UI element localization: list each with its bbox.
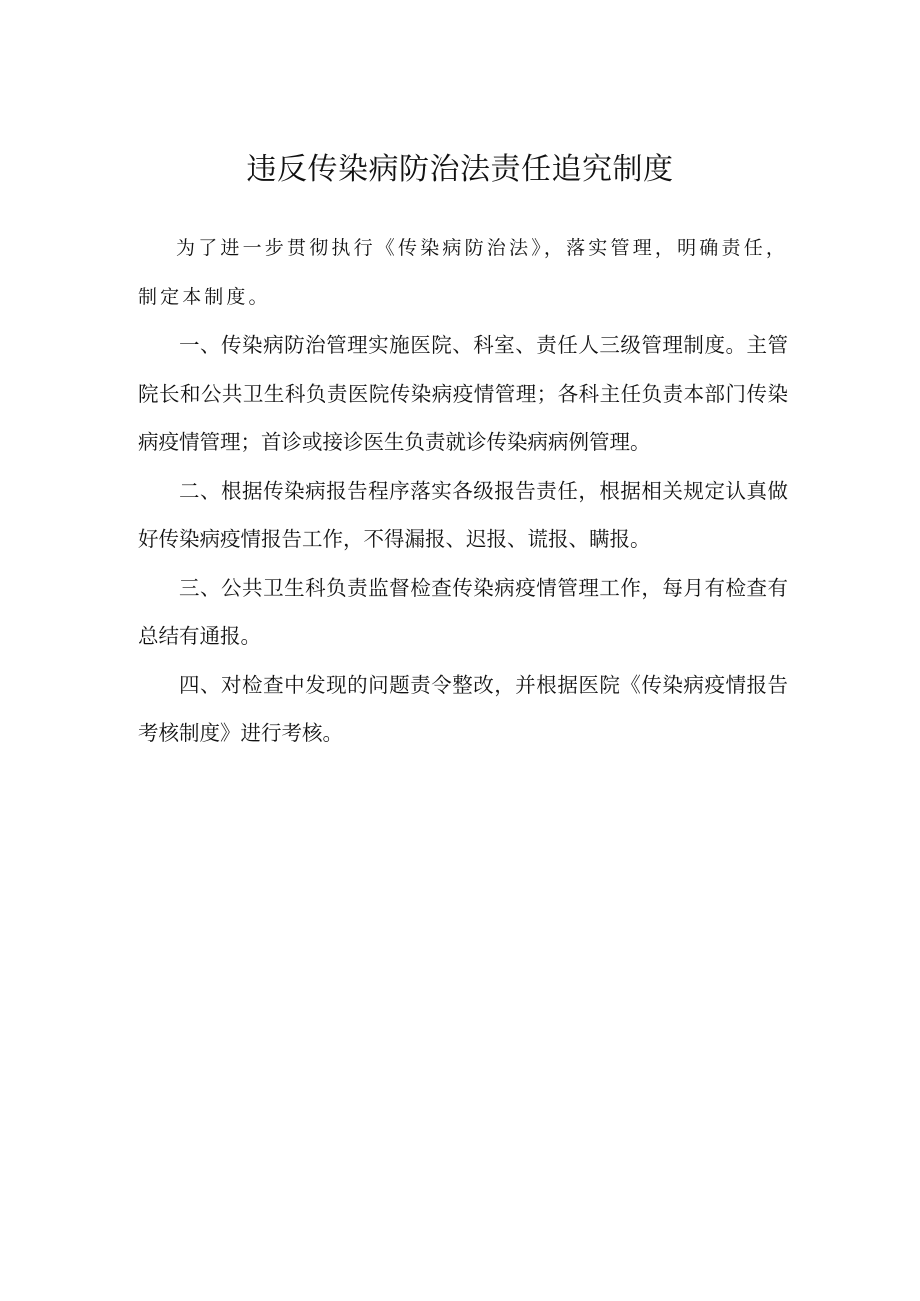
clause-2-paragraph: 二、根据传染病报告程序落实各级报告责任，根据相关规定认真做好传染病疫情报告工作，不得漏报、迟报、谎报、瞒报。 [138,478,788,551]
clause-3-paragraph: 三、公共卫生科负责监督检查传染病疫情管理工作，每月有检查有总结有通报。 [138,575,788,648]
clause-1-paragraph: 一、传染病防治管理实施医院、科室、责任人三级管理制度。主管院长和公共卫生科负责医院传染病疫情管理；各科主任负责本部门传染病疫情管理；首诊或接诊医生负责就诊传染病病例管理。 [138,333,788,454]
document-title: 违反传染病防治法责任追究制度 [246,152,674,187]
clause-4-paragraph: 四、对检查中发现的问题责令整改，并根据医院《传染病疫情报告考核制度》进行考核。 [138,672,788,745]
document-body [138,224,788,758]
intro-paragraph: 为了进一步贯彻执行《传染病防治法》，落实管理，明确责任，制定本制度。 [138,237,788,308]
